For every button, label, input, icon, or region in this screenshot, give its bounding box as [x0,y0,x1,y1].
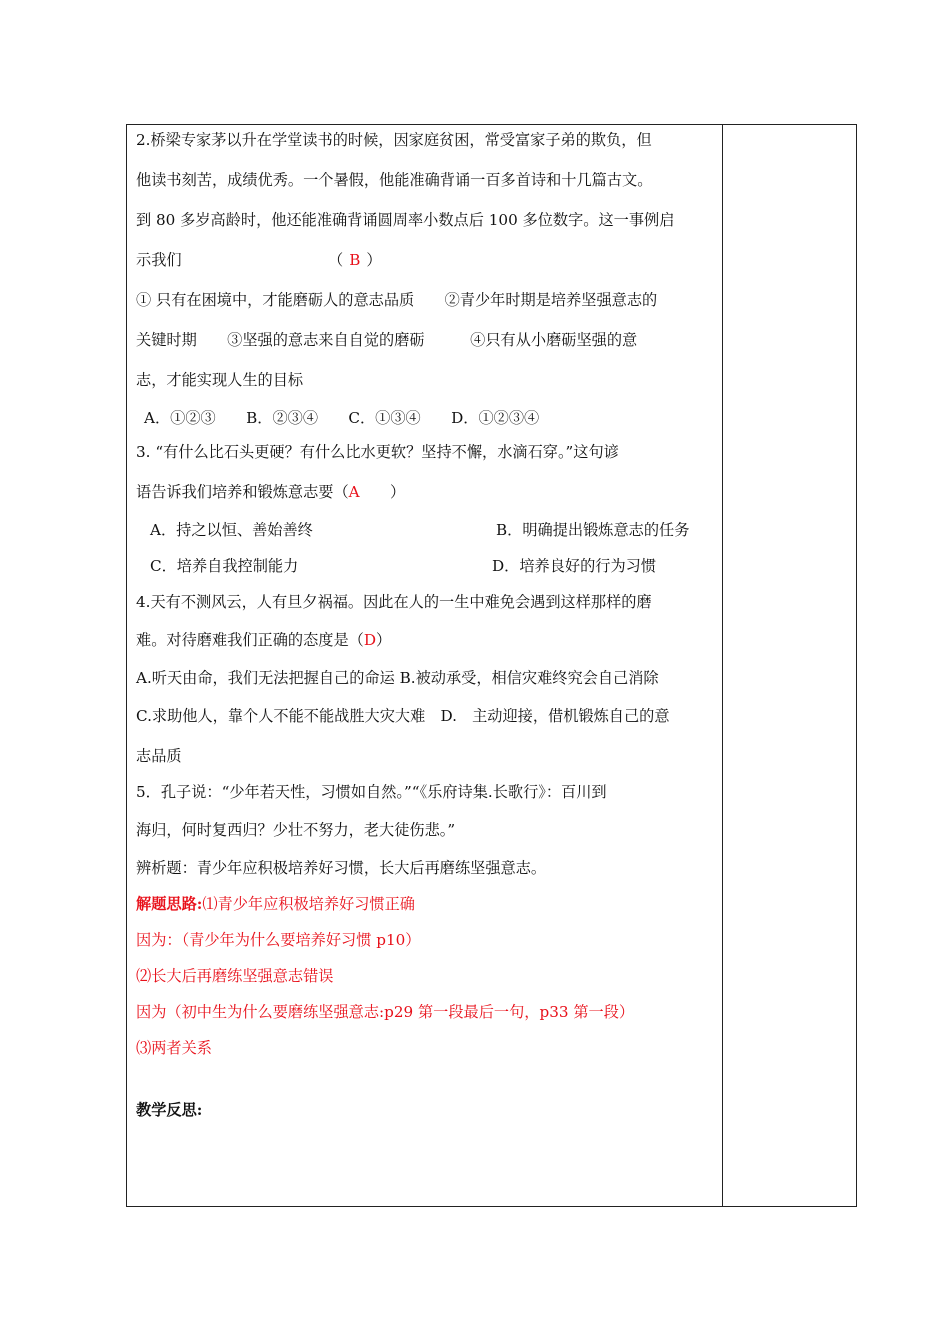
q3-line-2: 语告诉我们培养和锻炼意志要（A ） [136,483,406,501]
q2-statement-3: 志，才能实现人生的目标 [136,371,304,389]
q3-line-1: 3. “有什么比石头更硬？有什么比水更软？坚持不懈，水滴石穿。”这句谚 [136,443,619,461]
q2-choices: A．①②③ B．②③④ C．①③④ D．①②③④ [144,409,540,427]
q4-options-1: A.听天由命，我们无法把握自己的命运 B.被动承受，相信灾难终究会自己消除 [136,669,659,687]
q4-options-2: C.求助他人，靠个人不能不能战胜大灾大难 D. 主动迎接，借机锻炼自己的意 [136,707,670,725]
solution-label: 解题思路: [136,895,203,913]
q2-answer: B [349,251,361,269]
solution-point-1: ⑴青少年应积极培养好习惯正确 [202,895,415,913]
solution-line-2: 因为：（青少年为什么要培养好习惯 p10） [136,931,421,949]
q4-answer: D [363,631,376,649]
q5-line-3: 辨析题：青少年应积极培养好习惯，长大后再磨练坚强意志。 [136,859,547,877]
solution-line-1 [136,894,415,914]
teaching-reflection-label: 教学反思: [136,1101,203,1119]
column-divider [722,124,723,1207]
q2-line-2: 他读书刻苦，成绩优秀。一个暑假，他能准确背诵一百多首诗和十几篇古文。 [136,171,653,189]
q2-answer-blank: （ B ） [328,251,382,269]
q5-line-1: 5．孔子说：“少年若天性，习惯如自然。”“《乐府诗集.长歌行》：百川到 [136,783,607,801]
q2-prompt [136,250,382,270]
solution-line-4: 因为（初中生为什么要磨练坚强意志:p29 第一段最后一句，p33 第一段） [136,1003,635,1021]
q3-option-c: C．培养自我控制能力 [150,557,299,575]
q3-option-d: D．培养良好的行为习惯 [492,557,657,575]
q4-options-3: 志品质 [136,747,182,765]
q3-option-b: B．明确提出锻炼意志的任务 [496,521,690,539]
q5-line-2: 海归，何时复西归？少壮不努力，老大徒伤悲。” [136,821,456,839]
worksheet-table [126,124,857,1207]
q2-line-1: 2.桥梁专家茅以升在学堂读书的时候，因家庭贫困，常受富家子弟的欺负，但 [136,131,652,149]
solution-line-3: ⑵长大后再磨练坚强意志错误 [136,967,334,985]
q2-statement-2: 关键时期 ③坚强的意志来自自觉的磨砺 ④只有从小磨砺坚强的意 [136,331,638,349]
q3-option-a: A．持之以恒、善始善终 [150,521,313,539]
q4-prompt: 难。对待磨难我们正确的态度是（ [136,631,364,649]
q3-prompt: 语告诉我们培养和锻炼意志要（ [136,483,349,501]
q2-prompt-text: 示我们 [136,251,182,269]
q4-line-2: 难。对待磨难我们正确的态度是（D） [136,631,392,649]
q2-line-3: 到 80 多岁高龄时，他还能准确背诵圆周率小数点后 100 多位数字。这一事例启 [136,211,675,229]
solution-line-5: ⑶两者关系 [136,1039,212,1057]
q4-line-1: 4.天有不测风云，人有旦夕祸福。因此在人的一生中难免会遇到这样那样的磨 [136,593,652,611]
q3-answer: A [348,483,360,501]
q2-statement-1: ① 只有在困境中，才能磨砺人的意志品质 ②青少年时期是培养坚强意志的 [136,291,658,309]
